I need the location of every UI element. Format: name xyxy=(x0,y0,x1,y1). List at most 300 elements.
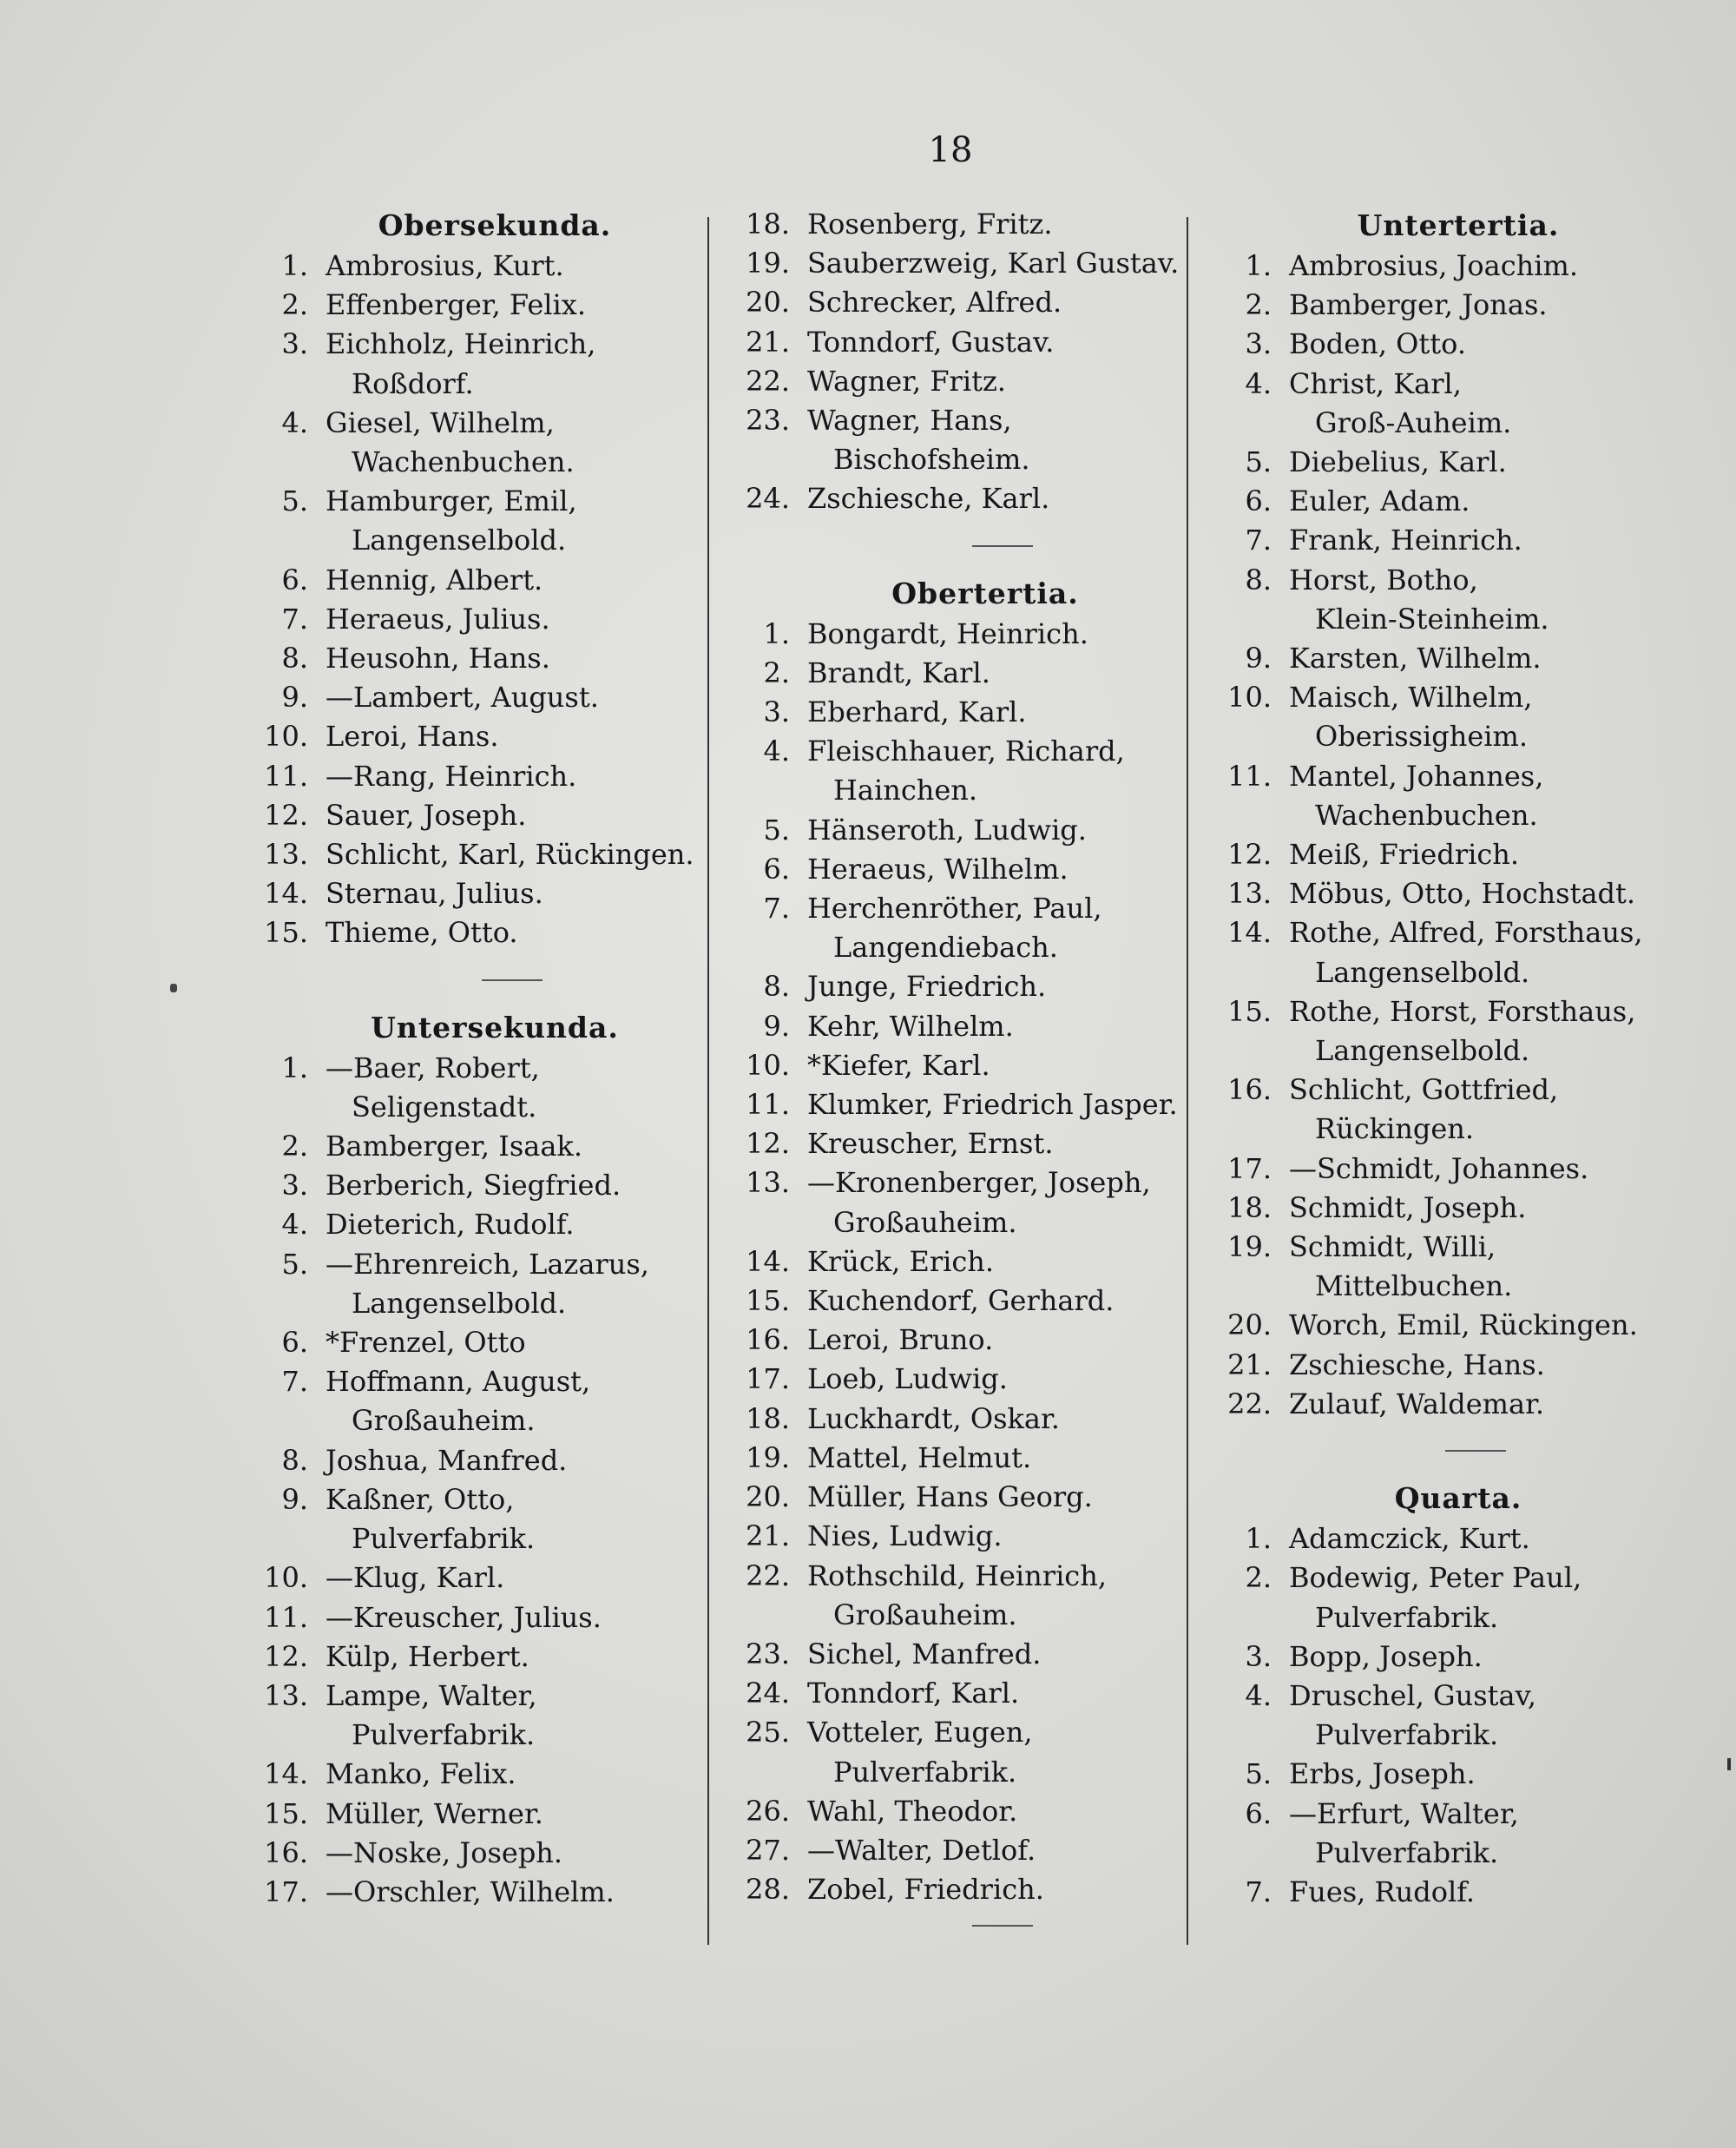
paper-edge-mark xyxy=(1727,1758,1731,1770)
entry-number: 6. xyxy=(281,1326,308,1360)
student-name: Tonndorf, Karl. xyxy=(807,1677,1020,1710)
student-name: Kaßner, Otto, xyxy=(326,1482,515,1516)
entry-number: 7. xyxy=(281,602,308,636)
section-separator xyxy=(972,1925,1033,1927)
entry-number: 4. xyxy=(763,735,790,768)
student-name: Müller, Werner. xyxy=(326,1796,543,1830)
student-name: Ambrosius, Joachim. xyxy=(1289,249,1578,282)
student-name: —Orschler, Wilhelm. xyxy=(326,1875,615,1908)
student-entry xyxy=(260,835,694,874)
entry-number: 21. xyxy=(746,1519,790,1553)
section-separator xyxy=(482,979,542,981)
entry-number: 4. xyxy=(1245,1678,1272,1712)
student-name: —Baer, Robert, xyxy=(326,1051,540,1084)
student-name: Hoffmann, August, xyxy=(326,1365,591,1399)
student-name: —Walter, Detlof. xyxy=(807,1833,1036,1867)
student-location: Pulverfabrik. xyxy=(1315,1718,1499,1752)
student-name: Leroi, Hans. xyxy=(326,720,499,754)
student-name: —Erfurt, Walter, xyxy=(1289,1796,1519,1830)
entry-number: 14. xyxy=(746,1244,790,1278)
entry-number: 7. xyxy=(1245,524,1272,557)
student-entry xyxy=(742,1635,1194,1674)
student-name: Meiß, Friedrich. xyxy=(1289,838,1520,872)
entry-number: 1. xyxy=(1245,1522,1272,1556)
entry-number: 19. xyxy=(746,247,790,280)
student-entry xyxy=(260,482,694,521)
student-name: Zschiesche, Hans. xyxy=(1289,1347,1545,1381)
entry-number: 27. xyxy=(746,1833,790,1867)
entry-number: 8. xyxy=(1245,563,1272,596)
student-entry xyxy=(1224,913,1658,952)
entry-number: 16. xyxy=(264,1835,308,1869)
student-entry xyxy=(260,757,694,796)
student-name: Thieme, Otto. xyxy=(326,916,518,950)
entry-number: 11. xyxy=(264,1600,308,1634)
student-name: Nies, Ludwig. xyxy=(807,1519,1003,1553)
student-location: Wachenbuchen. xyxy=(1315,798,1538,832)
student-name: Rothschild, Heinrich, xyxy=(807,1558,1107,1592)
student-entry xyxy=(742,1517,1194,1556)
student-entry xyxy=(742,693,1194,732)
entry-number: 5. xyxy=(1245,1757,1272,1791)
student-name: Karsten, Wilhelm. xyxy=(1289,642,1542,675)
entry-number: 3. xyxy=(281,1169,308,1202)
student-name: Hennig, Albert. xyxy=(326,563,543,596)
student-name: Krück, Erich. xyxy=(807,1244,995,1278)
student-name: Müller, Hans Georg. xyxy=(807,1480,1093,1514)
student-name: Möbus, Otto, Hochstadt. xyxy=(1289,877,1636,911)
student-location: Pulverfabrik. xyxy=(1315,1835,1499,1869)
entry-number: 19. xyxy=(1227,1230,1272,1264)
entry-number: 13. xyxy=(264,1678,308,1712)
student-entry xyxy=(1224,1637,1658,1677)
student-name: Sichel, Manfred. xyxy=(807,1637,1042,1670)
student-name: Heraeus, Wilhelm. xyxy=(807,852,1069,886)
entry-number: 24. xyxy=(746,482,790,516)
student-entry xyxy=(742,889,1194,928)
student-entry xyxy=(260,1362,694,1401)
student-entry xyxy=(742,1282,1194,1321)
section-separator xyxy=(972,545,1033,547)
student-entry xyxy=(742,654,1194,693)
student-name: —Lambert, August. xyxy=(326,681,599,715)
student-entry xyxy=(742,1360,1194,1399)
student-entry xyxy=(1224,1385,1658,1424)
entry-number: 4. xyxy=(281,405,308,439)
student-entry xyxy=(742,1124,1194,1163)
student-name: Bamberger, Isaak. xyxy=(326,1130,582,1163)
student-entry xyxy=(742,479,1194,518)
entry-number: 8. xyxy=(763,970,790,1004)
student-entry xyxy=(260,1677,694,1716)
student-entry xyxy=(1224,1228,1658,1267)
entry-number: 6. xyxy=(1245,1796,1272,1830)
student-entry xyxy=(1224,482,1658,521)
student-name: —Noske, Joseph. xyxy=(326,1835,563,1869)
student-entry xyxy=(742,1046,1194,1085)
entry-number: 9. xyxy=(281,1482,308,1516)
student-name: Worch, Emil, Rückingen. xyxy=(1289,1308,1638,1342)
student-location: Langenselbold. xyxy=(1315,955,1530,989)
entry-number: 3. xyxy=(1245,327,1272,361)
student-location: Großauheim. xyxy=(352,1404,536,1438)
student-entry xyxy=(260,639,694,678)
column-right xyxy=(1224,205,1658,1912)
column-middle xyxy=(742,205,1194,1953)
student-name: Eichholz, Heinrich, xyxy=(326,327,596,361)
student-name: Bamberger, Jonas. xyxy=(1289,288,1548,322)
student-location: Langenselbold. xyxy=(352,524,567,557)
student-name: Diebelius, Karl. xyxy=(1289,445,1507,479)
student-entry xyxy=(742,1478,1194,1517)
student-entry xyxy=(1224,1071,1658,1110)
student-entry xyxy=(260,717,694,756)
student-name: —Rang, Heinrich. xyxy=(326,759,577,793)
student-entry xyxy=(742,1163,1194,1202)
student-location: Langenselbold. xyxy=(352,1286,567,1320)
page-number: 18 xyxy=(928,130,973,170)
student-entry xyxy=(742,1400,1194,1439)
entry-number: 15. xyxy=(264,1796,308,1830)
student-entry xyxy=(742,1439,1194,1478)
student-entry xyxy=(1224,757,1658,796)
student-entry xyxy=(260,1755,694,1794)
entry-number: 10. xyxy=(264,1561,308,1595)
student-location: Langendiebach. xyxy=(833,931,1058,965)
student-location: Pulverfabrik. xyxy=(352,1718,536,1752)
student-name: —Schmidt, Johannes. xyxy=(1289,1151,1589,1185)
student-name: Schmidt, Willi, xyxy=(1289,1230,1496,1264)
student-entry xyxy=(260,874,694,913)
student-entry xyxy=(260,1795,694,1834)
student-name: Tonndorf, Gustav. xyxy=(807,325,1055,359)
student-entry xyxy=(260,1598,694,1637)
student-location: Seligenstadt. xyxy=(352,1090,537,1123)
student-name: Heraeus, Julius. xyxy=(326,602,550,636)
student-name: Kreuscher, Ernst. xyxy=(807,1127,1054,1161)
entry-number: 10. xyxy=(264,720,308,754)
student-entry xyxy=(1224,1519,1658,1558)
entry-number: 20. xyxy=(746,1480,790,1514)
entry-number: 10. xyxy=(1227,681,1272,715)
entry-number: 17. xyxy=(264,1875,308,1908)
student-name: Sauer, Joseph. xyxy=(326,798,527,832)
student-name: Herchenröther, Paul, xyxy=(807,892,1102,926)
student-entry xyxy=(260,1834,694,1873)
entry-number: 21. xyxy=(746,325,790,359)
entry-number: 16. xyxy=(1227,1073,1272,1107)
student-name: Adamczick, Kurt. xyxy=(1289,1522,1530,1556)
student-name: *Kiefer, Karl. xyxy=(807,1048,990,1082)
student-name: Ambrosius, Kurt. xyxy=(326,249,564,282)
student-name: Manko, Felix. xyxy=(326,1757,516,1791)
student-entry xyxy=(260,1441,694,1480)
student-name: Dieterich, Rudolf. xyxy=(326,1208,575,1242)
entry-number: 3. xyxy=(763,695,790,729)
student-name: Wagner, Fritz. xyxy=(807,364,1006,398)
student-location: Groß-Auheim. xyxy=(1315,405,1512,439)
student-name: Külp, Herbert. xyxy=(326,1639,529,1673)
entry-number: 2. xyxy=(1245,1561,1272,1595)
entry-number: 18. xyxy=(1227,1190,1272,1224)
class-heading: Quarta. xyxy=(1394,1481,1522,1516)
student-name: Rosenberg, Fritz. xyxy=(807,208,1053,240)
student-entry xyxy=(260,325,694,364)
section-separator xyxy=(1445,1450,1506,1452)
entry-number: 3. xyxy=(281,327,308,361)
student-name: Sauberzweig, Karl Gustav. xyxy=(807,247,1180,280)
student-location: Bischofsheim. xyxy=(833,443,1030,477)
entry-number: 2. xyxy=(281,1130,308,1163)
entry-number: 13. xyxy=(264,838,308,872)
student-entry xyxy=(742,283,1194,322)
entry-number: 5. xyxy=(281,484,308,518)
student-name: Giesel, Wilhelm, xyxy=(326,405,555,439)
student-name: Brandt, Karl. xyxy=(807,656,990,689)
entry-number: 28. xyxy=(746,1873,790,1907)
student-entry xyxy=(742,1321,1194,1360)
entry-number: 22. xyxy=(1227,1387,1272,1420)
entry-number: 2. xyxy=(1245,288,1272,322)
student-entry xyxy=(1224,443,1658,482)
student-name: Rothe, Horst, Forsthaus, xyxy=(1289,994,1636,1028)
entry-number: 11. xyxy=(264,759,308,793)
entry-number: 21. xyxy=(1227,1347,1272,1381)
student-name: Eberhard, Karl. xyxy=(807,695,1027,729)
student-entry xyxy=(260,796,694,835)
student-name: Heusohn, Hans. xyxy=(326,642,550,675)
student-name: Mantel, Johannes, xyxy=(1289,759,1544,793)
class-heading: Obertertia. xyxy=(891,576,1079,610)
student-name: Bodewig, Peter Paul, xyxy=(1289,1561,1582,1595)
student-name: —Kronenberger, Joseph, xyxy=(807,1166,1151,1200)
student-entry xyxy=(742,1831,1194,1870)
student-name: Klumker, Friedrich Jasper. xyxy=(807,1088,1178,1122)
student-name: Lampe, Walter, xyxy=(326,1678,537,1712)
student-location: Pulverfabrik. xyxy=(352,1522,536,1556)
entry-number: 18. xyxy=(746,1401,790,1435)
entry-number: 14. xyxy=(264,877,308,911)
paper-speck xyxy=(170,984,177,992)
entry-number: 18. xyxy=(746,208,790,240)
entry-number: 15. xyxy=(1227,994,1272,1028)
student-name: Euler, Adam. xyxy=(1289,484,1470,518)
student-name: Berberich, Siegfried. xyxy=(326,1169,621,1202)
entry-number: 11. xyxy=(746,1088,790,1122)
entry-number: 20. xyxy=(1227,1308,1272,1342)
entry-number: 7. xyxy=(1245,1875,1272,1908)
student-entry xyxy=(260,1873,694,1912)
student-name: Joshua, Manfred. xyxy=(326,1443,568,1477)
student-entry xyxy=(260,404,694,443)
entry-number: 19. xyxy=(746,1440,790,1474)
entry-number: 20. xyxy=(746,286,790,320)
student-location: Rückingen. xyxy=(1315,1112,1475,1146)
student-entry xyxy=(260,1205,694,1244)
student-name: Votteler, Eugen, xyxy=(807,1716,1033,1749)
student-entry xyxy=(742,615,1194,654)
entry-number: 4. xyxy=(1245,366,1272,400)
entry-number: 23. xyxy=(746,404,790,438)
student-location: Roßdorf. xyxy=(352,366,474,400)
student-entry xyxy=(1224,678,1658,717)
student-entry xyxy=(1224,1189,1658,1228)
student-name: Hänseroth, Ludwig. xyxy=(807,813,1087,847)
entry-number: 14. xyxy=(264,1757,308,1791)
student-name: Schlicht, Karl, Rückingen. xyxy=(326,838,694,872)
entry-number: 12. xyxy=(1227,838,1272,872)
student-name: Mattel, Helmut. xyxy=(807,1440,1032,1474)
student-entry xyxy=(260,1558,694,1598)
student-name: *Frenzel, Otto xyxy=(326,1326,526,1360)
student-name: Bopp, Joseph. xyxy=(1289,1639,1483,1673)
entry-number: 5. xyxy=(281,1247,308,1281)
entry-number: 24. xyxy=(746,1677,790,1710)
student-entry xyxy=(260,247,694,286)
entry-number: 22. xyxy=(746,1558,790,1592)
entry-number: 5. xyxy=(763,813,790,847)
student-entry xyxy=(260,286,694,325)
entry-number: 7. xyxy=(281,1365,308,1399)
student-location: Großauheim. xyxy=(833,1598,1017,1631)
student-entry xyxy=(742,1242,1194,1282)
student-name: Fleischhauer, Richard, xyxy=(807,735,1125,768)
entry-number: 3. xyxy=(1245,1639,1272,1673)
student-entry xyxy=(1224,1306,1658,1345)
student-location: Klein-Steinheim. xyxy=(1315,602,1549,636)
column-divider xyxy=(707,217,709,1945)
student-entry xyxy=(1224,247,1658,286)
entry-number: 17. xyxy=(1227,1151,1272,1185)
entry-number: 1. xyxy=(763,616,790,650)
entry-number: 9. xyxy=(763,1009,790,1043)
student-entry xyxy=(1224,1795,1658,1834)
student-location: Pulverfabrik. xyxy=(1315,1600,1499,1634)
student-name: Zobel, Friedrich. xyxy=(807,1873,1044,1907)
student-entry xyxy=(1224,521,1658,560)
entry-number: 15. xyxy=(746,1284,790,1318)
class-heading: Untertertia. xyxy=(1357,208,1560,242)
entry-number: 1. xyxy=(281,249,308,282)
entry-number: 25. xyxy=(746,1716,790,1749)
student-entry xyxy=(1224,286,1658,325)
student-name: Fues, Rudolf. xyxy=(1289,1875,1476,1908)
student-name: Zulauf, Waldemar. xyxy=(1289,1387,1545,1420)
student-entry xyxy=(742,401,1194,440)
student-entry xyxy=(1224,874,1658,913)
student-entry xyxy=(260,1245,694,1284)
student-name: Kehr, Wilhelm. xyxy=(807,1009,1014,1043)
student-entry xyxy=(742,811,1194,850)
student-location: Pulverfabrik. xyxy=(833,1755,1017,1789)
entry-number: 9. xyxy=(1245,642,1272,675)
student-entry xyxy=(1224,639,1658,678)
student-entry xyxy=(1224,1558,1658,1598)
student-entry xyxy=(1224,835,1658,874)
student-entry xyxy=(260,913,694,952)
entry-number: 11. xyxy=(1227,759,1272,793)
entry-number: 16. xyxy=(746,1323,790,1357)
entry-number: 8. xyxy=(281,1443,308,1477)
student-entry xyxy=(260,1127,694,1166)
student-name: Horst, Botho, xyxy=(1289,563,1478,596)
student-entry xyxy=(742,323,1194,362)
student-entry xyxy=(742,732,1194,771)
entry-number: 14. xyxy=(1227,916,1272,950)
student-entry xyxy=(742,244,1194,283)
class-heading: Untersekunda. xyxy=(371,1010,619,1044)
student-entry xyxy=(742,205,1194,244)
student-name: Druschel, Gustav, xyxy=(1289,1678,1537,1712)
student-entry xyxy=(742,1674,1194,1713)
student-name: Christ, Karl, xyxy=(1289,366,1462,400)
student-name: Zschiesche, Karl. xyxy=(807,482,1050,516)
student-name: Bongardt, Heinrich. xyxy=(807,616,1088,650)
student-name: Kuchendorf, Gerhard. xyxy=(807,1284,1115,1318)
student-entry xyxy=(260,1323,694,1362)
student-name: —Kreuscher, Julius. xyxy=(326,1600,602,1634)
student-location: Langenselbold. xyxy=(1315,1034,1530,1068)
student-location: Mittelbuchen. xyxy=(1315,1269,1513,1303)
student-name: Sternau, Julius. xyxy=(326,877,543,911)
entry-number: 8. xyxy=(281,642,308,675)
student-entry xyxy=(742,967,1194,1006)
student-name: Schlicht, Gottfried, xyxy=(1289,1073,1559,1107)
student-name: Schmidt, Joseph. xyxy=(1289,1190,1527,1224)
student-entry xyxy=(1224,1755,1658,1794)
entry-number: 9. xyxy=(281,681,308,715)
entry-number: 2. xyxy=(763,656,790,689)
student-entry xyxy=(1224,561,1658,600)
student-entry xyxy=(260,600,694,639)
student-entry xyxy=(1224,325,1658,364)
student-entry xyxy=(742,1557,1194,1596)
entry-number: 1. xyxy=(1245,249,1272,282)
student-entry xyxy=(260,1637,694,1677)
student-name: Rothe, Alfred, Forsthaus, xyxy=(1289,916,1643,950)
student-entry xyxy=(1224,1873,1658,1912)
student-name: Schrecker, Alfred. xyxy=(807,286,1062,320)
entry-number: 7. xyxy=(763,892,790,926)
student-entry xyxy=(742,1007,1194,1046)
entry-number: 6. xyxy=(763,852,790,886)
student-entry xyxy=(260,1049,694,1088)
entry-number: 12. xyxy=(264,1639,308,1673)
column-left xyxy=(260,205,694,1912)
entry-number: 22. xyxy=(746,364,790,398)
entry-number: 2. xyxy=(281,288,308,322)
entry-number: 4. xyxy=(281,1208,308,1242)
student-location: Wachenbuchen. xyxy=(352,445,575,479)
student-entry xyxy=(1224,992,1658,1031)
entry-number: 15. xyxy=(264,916,308,950)
student-entry xyxy=(260,561,694,600)
entry-number: 26. xyxy=(746,1794,790,1828)
student-entry xyxy=(260,1166,694,1205)
student-entry xyxy=(742,850,1194,889)
student-name: Leroi, Bruno. xyxy=(807,1323,994,1357)
entry-number: 5. xyxy=(1245,445,1272,479)
student-name: Luckhardt, Oskar. xyxy=(807,1401,1060,1435)
student-entry xyxy=(742,1713,1194,1752)
student-entry xyxy=(1224,1346,1658,1385)
student-entry xyxy=(260,1480,694,1519)
entry-number: 12. xyxy=(746,1127,790,1161)
student-entry xyxy=(1224,1150,1658,1189)
student-entry xyxy=(1224,1677,1658,1716)
student-location: Großauheim. xyxy=(833,1205,1017,1239)
student-location: Hainchen. xyxy=(833,774,978,807)
